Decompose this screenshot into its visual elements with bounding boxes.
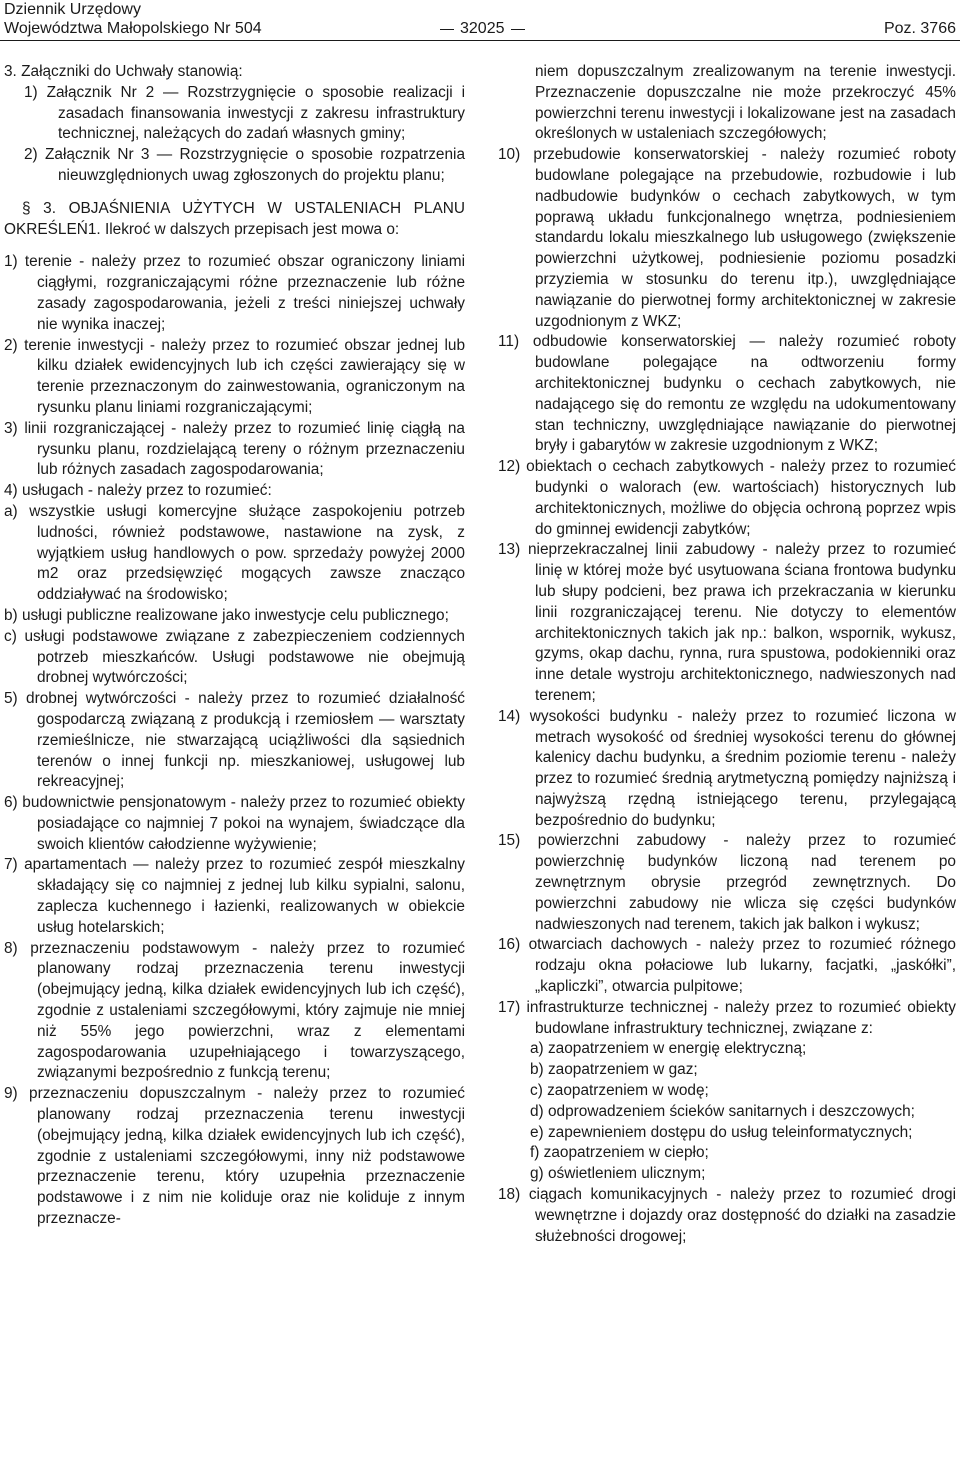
- voivodeship-issue: Województwa Małopolskiego Nr 504: [4, 20, 262, 37]
- definition-17e: e) zapewnieniem dostępu do usług teleinformatycznych;: [530, 1123, 913, 1141]
- header-divider: [0, 40, 960, 41]
- left-column: [4, 62, 465, 1230]
- definition-17d: d) odprowadzeniem ścieków sanitarnych i deszczowych;: [530, 1102, 915, 1120]
- journal-title: Dziennik Urzędowy: [4, 1, 141, 18]
- definition-6: 6) budownictwie pensjonatowym - należy przez to rozumieć obiekty posiadające co najmniej 7 pokoi na wynajem, świadczące dla swoich klientów całodzienne wyżywienie;: [4, 794, 465, 853]
- definition-17g: g) oświetleniem ulicznym;: [530, 1165, 706, 1183]
- definition-17c: c) zaopatrzeniem w wodę;: [530, 1082, 709, 1100]
- definition-16: 16) otwarciach dachowych - należy przez to rozumieć różnego rodzaju okna połaciowe lub lukarny, facjatki, „jaskółki”, „kapliczki”, otwarcia pulpitowe;: [498, 936, 956, 996]
- definition-4b: b) usługi publiczne realizowane jako inwestycje celu publicznego;: [4, 606, 449, 624]
- definition-4a: a) wszystkie usługi komercyjne służące zaspokojeniu potrzeb ludności, również podstawowe, nastawione na zysk, z wyjątkiem usług handlowych o pow. sprzedaży powyżej 2000 m2 oraz przedsięwzięć mogących zawsze znacząco oddziaływać na środowisko;: [4, 502, 465, 604]
- section-3-title: § 3. OBJAŚNIENIA UŻYTYCH W USTALENIACH PLANU OKREŚLEŃ1.: [4, 199, 465, 238]
- definition-17b: b) zaopatrzeniem w gaz;: [530, 1061, 698, 1079]
- definition-15: 15) powierzchni zabudowy - należy przez to rozumieć powierzchnię budynków liczoną nad terenem po zewnętrznym obrysie przegród zewnętrznych. Do powierzchni zabudowy nie wlicza się części budynków nadwieszonych nad terenem, takich jak balkon i wykusz;: [498, 832, 956, 933]
- right-column: [498, 62, 956, 1247]
- attachment-1: 1) Załącznik Nr 2 — Rozstrzygnięcie o sposobie realizacji i zasadach finansowania inwestycji z zakresu infrastruktury technicznej, należących do zadań własnych gminy;: [24, 83, 465, 143]
- definition-17a: a) zaopatrzeniem w energię elektryczną;: [530, 1040, 807, 1058]
- definition-18: 18) ciągach komunikacyjnych - należy przez to rozumieć drogi wewnętrzne i dojazdy oraz dostępność do działki na zasadzie służebności drogowej;: [498, 1186, 956, 1245]
- definition-7: 7) apartamentach — należy przez to rozumieć zespół mieszkalny składający się co najmniej z jednej lub kilku sypialni, salonu, zaplecza kuchennego i łazienki, realizowanych w obiekcie usług hotelarskich;: [4, 856, 465, 936]
- definition-4: 4) usługach - należy przez to rozumieć:: [4, 482, 272, 500]
- page-number: 32025: [460, 20, 505, 37]
- definition-14: 14) wysokości budynku - należy przez to rozumieć liczona w metrach wysokość od średniej wysokości terenu do głównej kalenicy dachu budynku, a średnim poziomie terenu - należy przez to rozumieć średnią arytmetyczną pomiędzy najniższą i najwyższą rzędną istniejącego terenu, przylegającą bezpośrednio do budynku;: [498, 707, 956, 829]
- definition-12: 12) obiektach o cechach zabytkowych - należy przez to rozumieć budynki o walorach (ew. wartościach) historycznych lub architektonicznych, możliwe do objęcia ochroną poprzez wpis do gminnej ewidencji zabytków;: [498, 458, 956, 538]
- definition-2: 2) terenie inwestycji - należy przez to rozumieć obszar jednej lub kilku działek ewidencyjnych lub ich części zawierający się w terenie przeznaczonym do zainwestowania, ograniczonym na rysunku planu liniami rozgraniczającymi;: [4, 336, 465, 416]
- attachment-2: 2) Załącznik Nr 3 — Rozstrzygnięcie o sposobie rozpatrzenia nieuwzględnionych uwag zgłoszonych do projektu planu;: [24, 146, 465, 184]
- position-number: Poz. 3766: [883, 20, 956, 37]
- section-3-text: Ilekroć w dalszych przepisach jest mowa o:: [100, 220, 400, 238]
- definition-9: 9) przeznaczeniu dopuszczalnym - należy przez to rozumieć planowany rodzaj przeznaczenia terenu inwestycji (obejmujący jedną, kilka działek ewidencyjnych lub ich część), zgodnie z ustaleniami szczegółowymi, inny niż podstawowe przeznaczenie terenu, który uzupełnia przeznaczenie podstawowe i z nim nie koliduje oraz nie koliduje z innym przeznacze-: [4, 1085, 465, 1228]
- definition-5: 5) drobnej wytwórczości - należy przez to rozumieć działalność gospodarczą związaną z produkcją i rzemiosłem — warsztaty rzemieślnicze, nie stwarzającą uciążliwości dla sąsiednich terenów o innej funkcji np. mieszkaniowej, usługowej lub rekreacyjnej;: [4, 690, 465, 791]
- definition-11: 11) odbudowie konserwatorskiej — należy rozumieć roboty budowlane polegające na odtworzeniu formy architektonicznej budynku o cechach zabytkowych, nie nadającego się do remontu ze względu na udokumentowany stan techniczny, uwzględniające nawiązanie do pierwotnej bryły i gabarytów w zakresie uzgodnionym z WKZ;: [498, 333, 956, 455]
- definition-3: 3) linii rozgraniczającej - należy przez to rozumieć linię ciągłą na rysunku planu, rozdzielającą tereny o różnym przeznaczeniu lub różnych zasadach zagospodarowania;: [4, 419, 465, 479]
- section-3: [4, 199, 465, 241]
- definition-17: 17) infrastrukturze technicznej - należy przez to rozumieć obiekty budowlane infrastruktury technicznej, związane z:: [498, 998, 956, 1037]
- definition-1: 1) terenie - należy przez to rozumieć obszar ograniczony liniami ciągłymi, rozgraniczającymi różne przeznaczenie lub różne zasady zagospodarowania, jeżeli z treści niniejszej uchwały nie wynika inaczej;: [4, 253, 465, 333]
- definition-4c: c) usługi podstawowe związane z zabezpieczeniem codziennych potrzeb mieszkańców. Usługi podstawowe nie obejmują drobnej wytwórczości;: [4, 627, 465, 687]
- definition-13: 13) nieprzekraczalnej linii zabudowy - należy przez to rozumieć linię w której może być usytuowana ściana frontowa budynku lub słupy podcieni, bez prawa ich przekraczania w kierunku linii rozgraniczającej terenu. Nie dotyczy to elementów architektonicznych takich jak np.: balkon, wspornik, wykusz, gzyms, okap dachu, rynna, rura spustowa, podokienniki oraz inne detale wystroju architektonicznego, nadwieszonych nad terenem;: [498, 541, 956, 704]
- definition-10: 10) przebudowie konserwatorskiej - należy rozumieć roboty budowlane polegające na przebudowie, rozbudowie i lub nadbudowie budynków o cechach zabytkowych, w tym poprawą układu funkcjonalnego wnętrza, podniesieniem standardu lokalu mieszkalnego lub usługowego (zwiększenie powierzchni użytkowej, podniesienie poziomu posadzki przyziemia w stosunku do terenu itp.), uwzględniające nawiązanie do pierwotnej formy architektonicznej w zakresie uzgodnionym z WKZ;: [498, 146, 956, 330]
- paragraph-attachments-intro: 3. Załączniki do Uchwały stanowią:: [4, 63, 243, 80]
- page-header: [4, 0, 956, 39]
- definition-8: 8) przeznaczeniu podstawowym - należy przez to rozumieć planowany rodzaj przeznaczenia terenu inwestycji (obejmujący jedną, kilka działek ewidencyjnych lub ich część), zgodnie z ustaleniami szczegółowymi, który zajmuje nie mniej niż 55% jego powierzchni, wraz z elementami zagospodarowania uzupełniającego i towarzyszącego, związanymi bezpośrednio z funkcją terenu;: [4, 939, 465, 1082]
- definition-9-continued: niem dopuszczalnym zrealizowanym na terenie inwestycji. Przeznaczenie dopuszczalne nie może przekroczyć 45% powierzchni terenu inwestycji i lokalizowane jest na zasadach określonych w ustaleniach szczegółowych;: [535, 63, 956, 143]
- definition-17f: f) zaopatrzeniem w ciepło;: [530, 1144, 709, 1162]
